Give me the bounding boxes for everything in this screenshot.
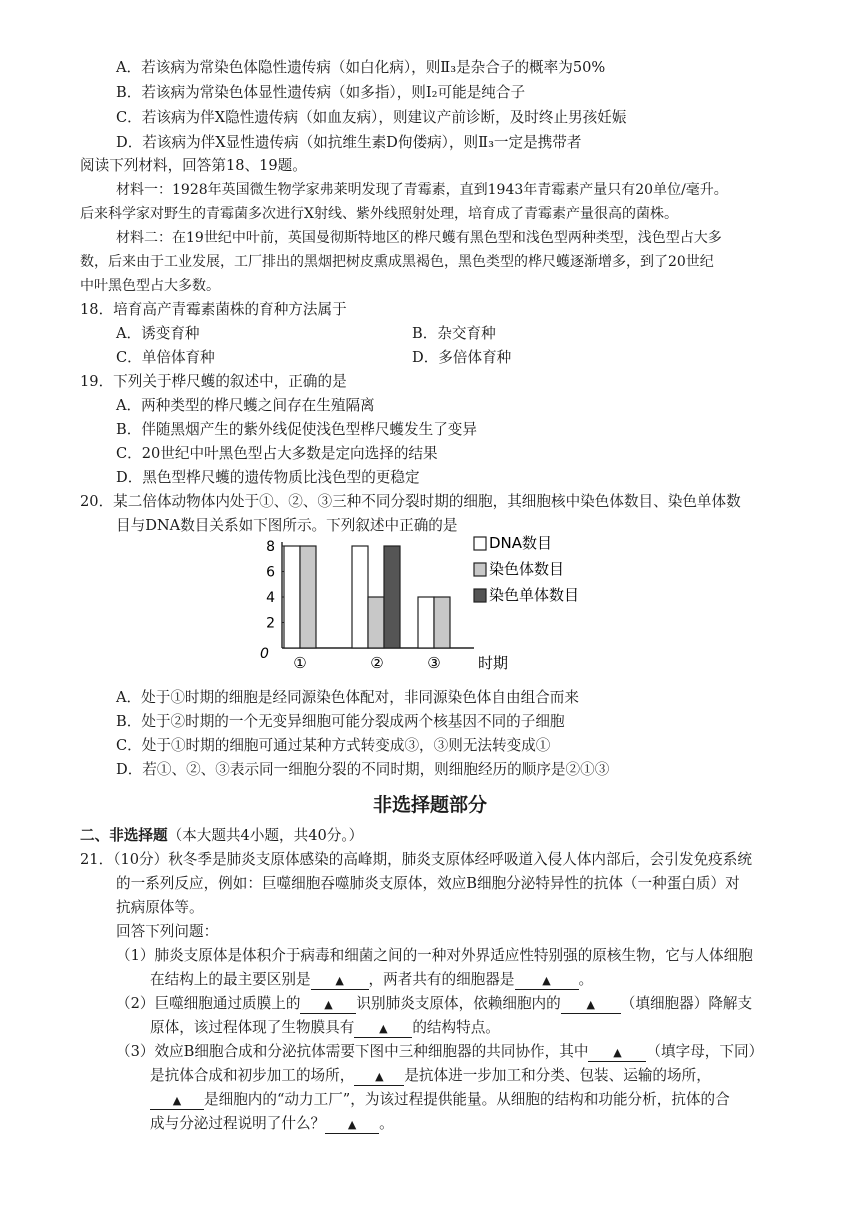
bar-1-period-3	[418, 597, 434, 648]
q21-part1-text-b: ，两者共有的细胞器是	[368, 971, 515, 988]
q21-stem-line-1: 21．（10分）秋冬季是肺炎支原体感染的高峰期，肺炎支原体经呼吸道入侵人体内部后，会引发免疫系统	[80, 851, 752, 868]
y-tick-label: 4	[266, 590, 275, 606]
q21-part2-text-d: 原体，该过程体现了生物膜具有	[150, 1019, 355, 1036]
legend-swatch-3	[474, 589, 486, 602]
bar-1-period-2	[352, 546, 368, 648]
cell-division-bar-chart	[256, 530, 616, 680]
bar-2-period-2	[368, 597, 384, 648]
q21-blank-3[interactable]: ▲	[300, 997, 356, 1014]
x-category-label: ③	[427, 654, 441, 672]
q20-option-a: A．处于①时期的细胞是经同源染色体配对，非同源染色体自由组合而来	[116, 689, 579, 706]
legend-label-1: DNA数目	[489, 534, 553, 552]
q21-blank-1[interactable]: ▲	[311, 973, 369, 990]
material-2-line-1: 材料二：在19世纪中叶前，英国曼彻斯特地区的桦尺蠖有黑色型和浅色型两种类型，浅色型占大多	[116, 230, 722, 246]
section-title: 非选择题部分	[372, 794, 487, 816]
q19-option-d: D．黑色型桦尺蠖的遗传物质比浅色型的更稳定	[116, 469, 420, 486]
q21-part1-line-1: （1）肺炎支原体是体积介于病毒和细菌之间的一种对外界适应性特别强的原核生物，它与人体细胞	[116, 947, 753, 964]
q18-option-c: C．单倍体育种	[116, 349, 215, 366]
q21-part2-text-e: 的结构特点。	[412, 1019, 500, 1036]
q17-option-a: A．若该病为常染色体隐性遗传病（如白化病），则Ⅱ₃是杂合子的概率为50%	[116, 59, 606, 76]
q21-part3-text-d: 是抗体进一步加工和分类、包装、运输的场所，	[404, 1067, 711, 1084]
q21-blank-7[interactable]: ▲	[354, 1069, 404, 1086]
q19-stem: 19．下列关于桦尺蠖的叙述中，正确的是	[80, 373, 347, 390]
q21-part2-text-a: （2）巨噬细胞通过质膜上的	[116, 995, 301, 1012]
q21-ask: 回答下列问题：	[116, 923, 219, 940]
q20-option-d: D．若①、②、③表示同一细胞分裂的不同时期，则细胞经历的顺序是②①③	[116, 761, 610, 778]
q21-part3-line-1	[116, 1042, 763, 1062]
bar-2-period-1	[300, 546, 316, 648]
q21-blank-5[interactable]: ▲	[354, 1021, 412, 1038]
q19-option-c: C．20世纪中叶黑色型占大多数是定向选择的结果	[116, 445, 438, 462]
q21-part3-line-3	[150, 1090, 730, 1110]
legend-swatch-2	[474, 563, 486, 576]
q21-blank-9[interactable]: ▲	[325, 1117, 379, 1134]
material-2-line-2: 数，后来由于工业发展，工厂排出的黑烟把树皮熏成黑褐色，黑色类型的桦尺蠖逐渐增多，到了20世纪	[80, 254, 714, 270]
legend-swatch-1	[474, 537, 486, 550]
q20-option-c: C．处于①时期的细胞可通过某种方式转变成③，③则无法转变成①	[116, 737, 551, 754]
q21-blank-4[interactable]: ▲	[561, 997, 621, 1014]
q21-part3-text-b: （填字母，下同）	[646, 1043, 764, 1060]
material-1-line-2: 后来科学家对野生的青霉菌多次进行X射线、紫外线照射处理，培育成了青霉素产量很高的菌株。	[80, 206, 678, 222]
q21-part3-text-f: 成与分泌过程说明了什么？	[150, 1115, 326, 1132]
q21-part2-line-2	[150, 1018, 500, 1038]
q18-option-a: A．诱变育种	[116, 325, 200, 342]
q17-option-c: C．若该病为伴X隐性遗传病（如血友病），则建议产前诊断，及时终止男孩妊娠	[116, 109, 627, 126]
origin-label: 0	[260, 646, 269, 662]
y-tick-label: 8	[266, 539, 275, 555]
q20-option-b: B．处于②时期的一个无变异细胞可能分裂成两个核基因不同的子细胞	[116, 713, 565, 730]
q21-part1-text-c: 。	[578, 971, 594, 988]
reading-intro: 阅读下列材料，回答第18、19题。	[80, 157, 307, 174]
x-axis-label: 时期	[478, 654, 509, 672]
q21-part3-text-a: （3）效应B细胞合成和分泌抗体需要下图中三种细胞器的共同协作，其中	[116, 1043, 589, 1060]
material-1-line-1: 材料一：1928年英国微生物学家弗莱明发现了青霉素，直到1943年青霉素产量只有20单位/毫升。	[116, 182, 728, 198]
q21-part3-text-c: 是抗体合成和初步加工的场所，	[150, 1067, 355, 1084]
q18-option-d: D．多倍体育种	[412, 349, 512, 366]
bar-1-period-1	[284, 546, 300, 648]
q21-part3-line-2	[150, 1066, 711, 1086]
q21-blank-6[interactable]: ▲	[588, 1045, 646, 1062]
x-category-label: ①	[293, 654, 307, 672]
q21-stem-line-3: 抗病原体等。	[116, 899, 204, 916]
q19-option-b: B．伴随黑烟产生的紫外线促使浅色型桦尺蠖发生了变异	[116, 421, 477, 438]
q21-part3-text-e: 是细胞内的“动力工厂”，为该过程提供能量。从细胞的结构和功能分析，抗体的合	[204, 1091, 730, 1108]
part2-label: 二、非选择题	[80, 827, 168, 844]
y-tick-label: 6	[266, 564, 275, 581]
part2-note: （本大题共4小题，共40分。）	[167, 827, 364, 844]
material-2-line-3: 中叶黑色型占大多数。	[80, 278, 220, 294]
q17-option-d: D．若该病为伴X显性遗传病（如抗维生素D佝偻病），则Ⅱ₃一定是携带者	[116, 134, 582, 151]
part2-heading	[80, 826, 363, 846]
q18-option-b: B．杂交育种	[412, 325, 496, 342]
bar-2-period-3	[434, 597, 450, 648]
q18-stem: 18．培育高产青霉素菌株的育种方法属于	[80, 301, 347, 318]
q21-blank-8[interactable]: ▲	[150, 1093, 204, 1110]
bar-3-period-2	[384, 546, 400, 648]
q21-stem-line-2: 的一系列反应，例如：巨噬细胞吞噬肺炎支原体，效应B细胞分泌特异性的抗体（一种蛋白质）对	[116, 875, 740, 892]
x-category-label: ②	[370, 654, 384, 672]
legend-label-3: 染色单体数目	[489, 586, 580, 604]
q21-part3-text-g: 。	[379, 1115, 394, 1132]
y-tick-label: 2	[266, 615, 275, 632]
q20-stem-line-2: 目与DNA数目关系如下图所示。下列叙述中正确的是	[116, 517, 458, 534]
q17-option-b: B．若该病为常染色体显性遗传病（如多指），则Ⅰ₂可能是纯合子	[116, 84, 526, 101]
q21-blank-2[interactable]: ▲	[515, 973, 579, 990]
q21-part1-text-a: 在结构上的最主要区别是	[150, 971, 311, 988]
q21-part2-text-b: 识别肺炎支原体，依赖细胞内的	[356, 995, 561, 1012]
q19-option-a: A．两种类型的桦尺蠖之间存在生殖隔离	[116, 397, 375, 414]
q20-stem-line-1: 20．某二倍体动物体内处于①、②、③三种不同分裂时期的细胞，其细胞核中染色体数目、染色单体数	[80, 493, 741, 510]
q21-part2-text-c: （填细胞器）降解支	[620, 995, 753, 1012]
q21-part1-line-2	[150, 970, 593, 990]
legend-label-2: 染色体数目	[489, 560, 565, 578]
q21-part2-line-1	[116, 994, 752, 1014]
q21-part3-line-4	[150, 1114, 394, 1134]
